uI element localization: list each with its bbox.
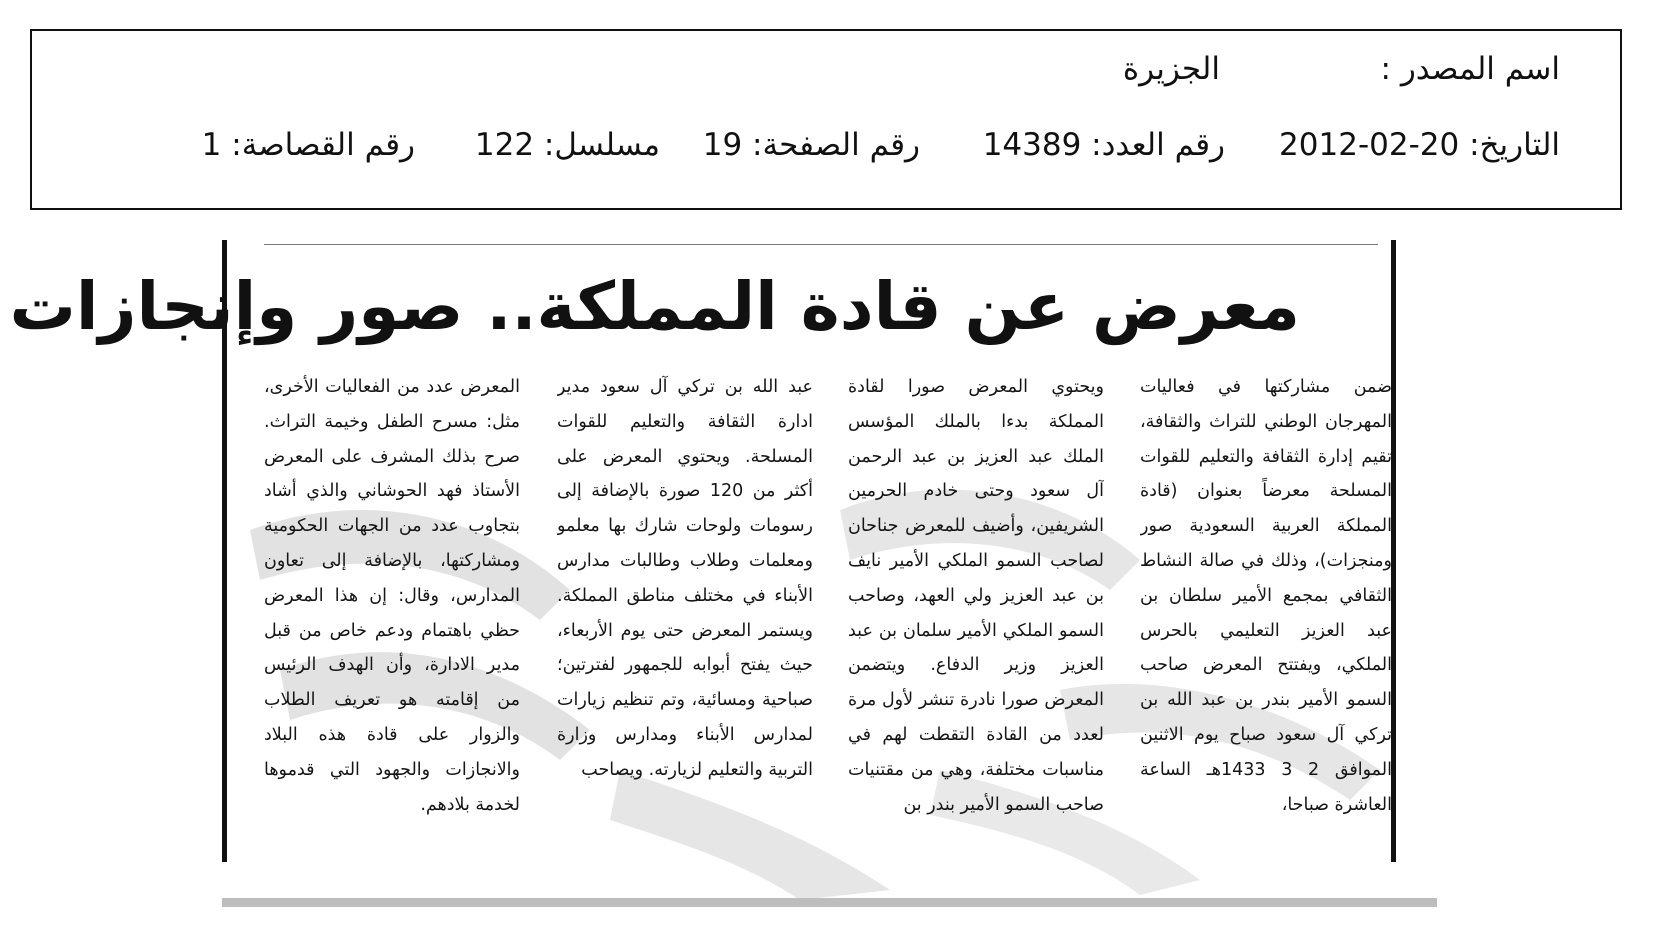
clip-number-field: رقم القصاصة: 1 — [201, 127, 415, 163]
clipping-metadata-box — [30, 29, 1622, 210]
source-value: الجزيرة — [1122, 51, 1220, 87]
date-field: التاريخ: 20-02-2012 — [1279, 127, 1560, 163]
article-column-3 — [557, 370, 813, 850]
clipping-top-line — [264, 244, 1378, 245]
issue-number-field: رقم العدد: 14389 — [982, 127, 1225, 163]
column-1-text: ضمن مشاركتها في فعاليات المهرجان الوطني للتراث والثقافة، تقيم إدارة الثقافة والتعليم للقوات المسلحة معرضاً بعنوان (قادة المملكة العربية السعودية صور ومنجزات)، وذلك في صالة النشاط الثقافي بمجمع الأمير سلطان بن عبد العزيز التعليمي بالحرس الملكي، ويفتتح المعرض صاحب السمو الأمير بندر بن عبد الله بن تركي آل سعود صباح يوم الاثنين الموافق 2 3 1433هـ الساعة العاشرة صباحا، — [1140, 377, 1392, 815]
serial-field: مسلسل: 122 — [474, 127, 660, 163]
metadata-row-details — [72, 127, 1560, 171]
source-label: اسم المصدر : — [1380, 51, 1560, 87]
column-2-text: ويحتوي المعرض صورا لقادة المملكة بدءا بالملك المؤسس الملك عبد العزيز بن عبد الرحمن آل سعود وحتى خادم الحرمين الشريفين، وأضيف للمعرض جناحان لصاحب السمو الملكي الأمير نايف بن عبد العزيز ولي العهد، وصاحب السمو الملكي الأمير سلمان بن عبد العزيز وزير الدفاع. ويتضمن المعرض صورا نادرة تنشر لأول مرة لعدد من القادة التقطت لهم في مناسبات مختلفة، وهي من مقتنيات صاحب السمو الأمير بندر بن — [848, 377, 1104, 815]
column-3-text: عبد الله بن تركي آل سعود مدير ادارة الثقافة والتعليم للقوات المسلحة. ويحتوي المعرض على أكثر من 120 صورة بالإضافة إلى رسومات ولوحات شارك بها معلمو ومعلمات وطلاب وطالبات مدارس الأبناء في مختلف مناطق المملكة. ويستمر المعرض حتى يوم الأربعاء، حيث يفتح أبوابه للجمهور لفترتين؛ صباحية ومسائية، وتم تنظيم زيارات لمدارس الأبناء ومدارس وزارة التربية والتعليم لزيارته. ويصاحب — [557, 377, 813, 780]
page-number-field: رقم الصفحة: 19 — [702, 127, 920, 163]
column-4-text: المعرض عدد من الفعاليات الأخرى، مثل: مسرح الطفل وخيمة التراث. صرح بذلك المشرف على المعرض الأستاذ فهد الحوشاني والذي أشاد بتجاوب عدد من الجهات الحكومية ومشاركتها، بالإضافة إلى تعاون المدارس، وقال: إن هذا المعرض حظي باهتمام ودعم خاص من قبل مدير الادارة، وأن الهدف الرئيس من إقامته هو تعريف الطلاب والزوار على قادة هذه البلاد والانجازات والجهود التي قدموها لخدمة بلادهم. — [264, 377, 520, 815]
clipping-bottom-bar — [222, 898, 1437, 907]
article-column-4 — [264, 370, 520, 850]
article-headline: معرض عن قادة المملكة.. صور وإنجازات — [9, 268, 1300, 345]
metadata-row-source — [72, 51, 1560, 95]
article-column-2 — [848, 370, 1104, 850]
article-column-1 — [1140, 370, 1392, 850]
